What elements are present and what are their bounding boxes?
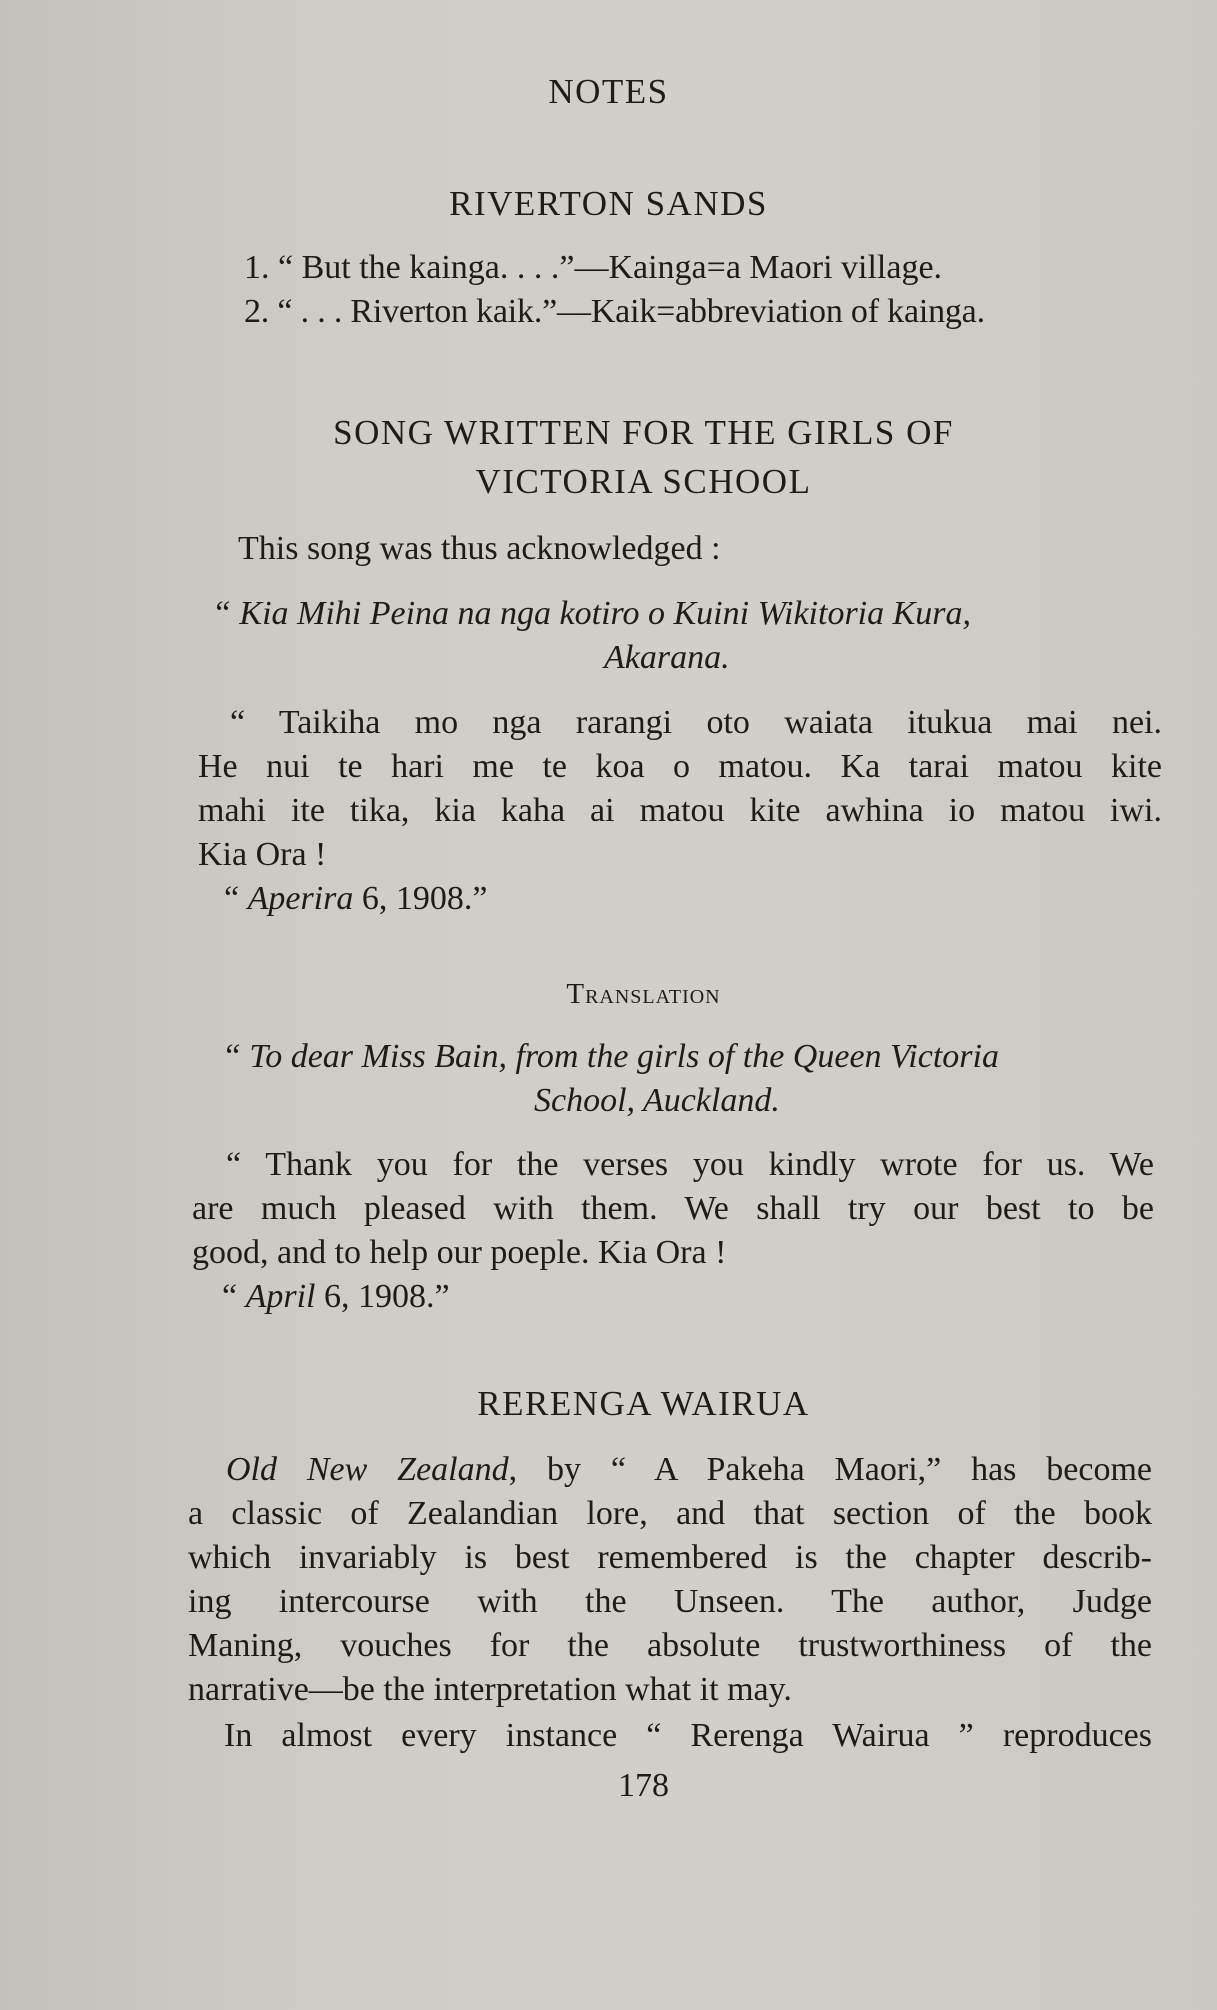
maori-date — [224, 877, 487, 921]
english-body-line3: good, and to help our poeple. Kia Ora ! — [192, 1234, 727, 1271]
rerenga-para1-line5: Maning, vouches for the absolute trustworthiness of the — [188, 1627, 1152, 1664]
maori-address-line2 — [604, 636, 730, 680]
running-head: NOTES — [548, 72, 669, 111]
english-date-month: April — [245, 1278, 316, 1315]
rerenga-para1-line2: a classic of Zealandian lore, and that section of the book — [188, 1495, 1152, 1532]
english-address-line2 — [534, 1079, 780, 1123]
translation-label-text: Translation — [566, 978, 721, 1010]
para1-first-rest: , by “ A Pakeha Maori,” has become — [508, 1451, 1153, 1488]
maori-address-text: Akarana. — [604, 639, 730, 676]
english-address-text: School, Auckland. — [534, 1082, 780, 1119]
maori-body-line3: mahi ite tika, kia kaha ai matou kite awhina io matou iwi. — [198, 792, 1162, 829]
english-body-line2: are much pleased with them. We shall try our best to be — [192, 1190, 1154, 1227]
maori-body-line2: He nui te hari me te koa o matou. Ka tarai matou kite — [198, 748, 1162, 785]
section-title-rerenga-wairua: RERENGA WAIRUA — [477, 1384, 810, 1423]
english-address-line1 — [222, 1035, 999, 1079]
note-1 — [244, 246, 942, 290]
english-date-rest: 6, 1908.” — [315, 1278, 450, 1315]
song-intro: This song was thus acknowledged : — [238, 530, 721, 567]
maori-address-line1 — [212, 592, 971, 636]
english-date — [222, 1275, 450, 1319]
note-number: 1. — [244, 249, 270, 286]
maori-body-line1: “ Taikiha mo nga rarangi oto waiata itukua mai nei. — [230, 704, 1162, 741]
page-number: 178 — [618, 1767, 669, 1804]
maori-date-rest: 6, 1908.” — [353, 880, 488, 917]
quote-mark: “ — [222, 1278, 246, 1315]
section-title-song-line2: VICTORIA SCHOOL — [475, 462, 812, 501]
english-address-text: “ To dear Miss Bain, from the girls of the Queen Victoria — [222, 1038, 999, 1075]
rerenga-para1-line4: ing intercourse with the Unseen. The author, Judge — [188, 1583, 1152, 1620]
rerenga-para1-line3: which invariably is best remembered is the chapter describ- — [188, 1539, 1152, 1576]
note-2 — [244, 290, 985, 334]
maori-body-line4: Kia Ora ! — [198, 836, 327, 873]
rerenga-para1-line6: narrative—be the interpretation what it may. — [188, 1671, 792, 1708]
quote-mark: “ — [224, 880, 248, 917]
section-title-song-line1: SONG WRITTEN FOR THE GIRLS OF — [333, 413, 954, 452]
note-text: “ . . . Riverton kaik.”—Kaik=abbreviation of kainga. — [277, 293, 985, 330]
book-title-italic: Old New Zealand — [226, 1451, 509, 1488]
english-body-line1: “ Thank you for the verses you kindly wrote for us. We — [226, 1146, 1154, 1183]
rerenga-para1-line1 — [226, 1448, 1152, 1492]
section-title-riverton-sands: RIVERTON SANDS — [449, 184, 768, 223]
maori-address-text: “ Kia Mihi Peina na nga kotiro o Kuini Wikitoria Kura, — [212, 595, 972, 632]
note-number: 2. — [244, 293, 270, 330]
note-text: “ But the kainga. . . .”—Kainga=a Maori village. — [278, 249, 943, 286]
translation-label — [0, 972, 1217, 1016]
maori-date-month: Aperira — [247, 880, 354, 917]
rerenga-para2-line1: In almost every instance “ Rerenga Wairua ” reproduces — [224, 1717, 1152, 1754]
